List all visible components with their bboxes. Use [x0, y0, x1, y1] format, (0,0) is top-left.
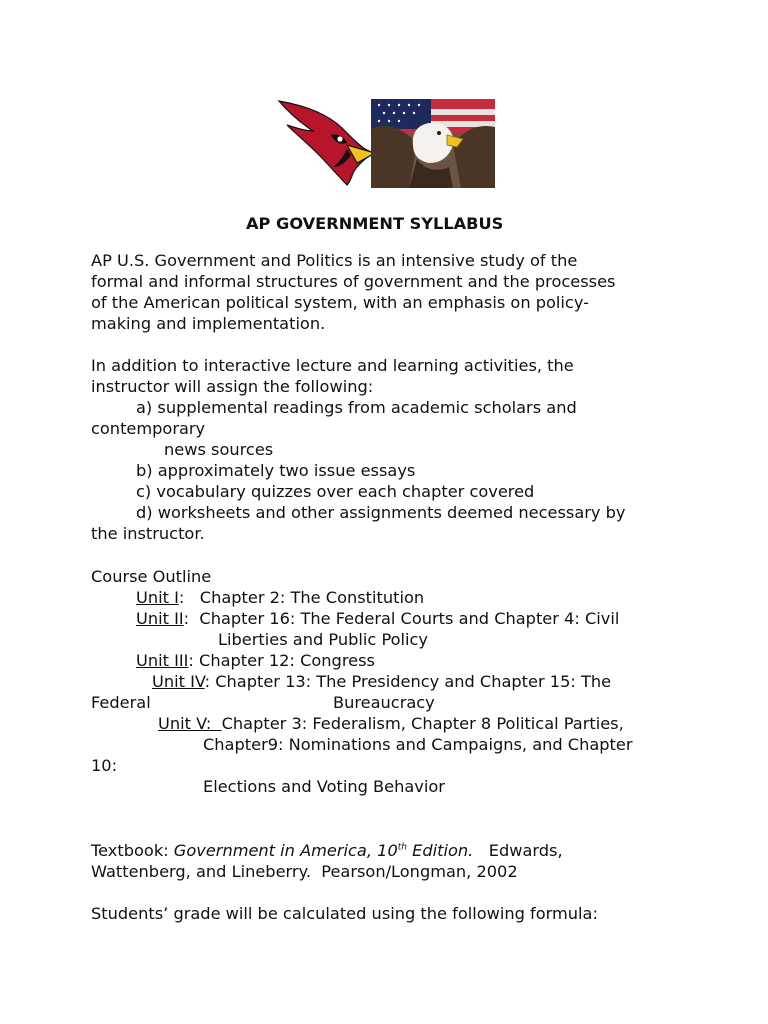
outline-unit-5-cont: Elections and Voting Behavior [203, 777, 445, 796]
unit-text: : Chapter 12: Congress [188, 651, 375, 670]
unit-text: Chapter 3: Federalism, Chapter 8 Political Parties, [221, 714, 624, 733]
school-logos [277, 99, 495, 188]
textbook-line [91, 840, 563, 861]
outline-heading: Course Outline [91, 567, 212, 586]
textbook-label: Textbook: [91, 841, 174, 860]
textbook-line: Wattenberg, and Lineberry. Pearson/Longman, 2002 [91, 862, 518, 881]
outline-unit-2 [136, 608, 619, 629]
unit-text: : Chapter 13: The Presidency and Chapter 15: The [204, 672, 612, 691]
outline-unit-4 [152, 671, 611, 692]
unit-label: Unit I [136, 588, 179, 607]
grade-formula-intro: Students’ grade will be calculated using the following formula: [91, 904, 598, 923]
textbook-edition: Edition. [406, 841, 474, 860]
outline-unit-5-cont: 10: [91, 756, 118, 775]
assignment-item-d: d) worksheets and other assignments deemed necessary by [136, 503, 626, 522]
unit-label: Unit V: [158, 714, 222, 733]
intro-line: AP U.S. Government and Politics is an intensive study of the [91, 251, 578, 270]
unit-text: : Chapter 2: The Constitution [178, 588, 425, 607]
outline-unit-5-cont: Chapter9: Nominations and Campaigns, and Chapter [203, 735, 633, 754]
unit-label: Unit IV [152, 672, 205, 691]
page-title: AP GOVERNMENT SYLLABUS [246, 214, 504, 233]
textbook-authors: Edwards, [473, 841, 563, 860]
outline-unit-1 [136, 587, 424, 608]
assignments-line: In addition to interactive lecture and learning activities, the [91, 356, 574, 375]
cardinal-logo [279, 101, 375, 185]
outline-unit-5 [158, 713, 624, 734]
intro-line: formal and informal structures of government and the processes [91, 272, 616, 291]
intro-line: of the American political system, with an emphasis on policy- [91, 293, 589, 312]
unit-text: : Chapter 16: The Federal Courts and Chapter 4: Civil [183, 609, 620, 628]
assignment-item-c: c) vocabulary quizzes over each chapter covered [136, 482, 535, 501]
eagle-flag-image [371, 99, 495, 188]
assignment-item-a-cont: contemporary [91, 419, 206, 438]
intro-line: making and implementation. [91, 314, 326, 333]
outline-unit-3 [136, 650, 375, 671]
assignments-line: instructor will assign the following: [91, 377, 374, 396]
outline-unit-4-cont: Federal [91, 693, 151, 712]
textbook-title-sup: th [397, 842, 407, 853]
outline-unit-2-cont: Liberties and Public Policy [218, 630, 429, 649]
assignment-item-a: a) supplemental readings from academic scholars and [136, 398, 577, 417]
assignment-item-d-cont: the instructor. [91, 524, 205, 543]
outline-unit-4-cont: Bureaucracy [333, 693, 435, 712]
unit-label: Unit II [136, 609, 184, 628]
assignment-item-b: b) approximately two issue essays [136, 461, 416, 480]
assignment-item-a-cont: news sources [164, 440, 274, 459]
textbook-title: Government in America, 10 [173, 841, 398, 860]
unit-label: Unit III [136, 651, 189, 670]
